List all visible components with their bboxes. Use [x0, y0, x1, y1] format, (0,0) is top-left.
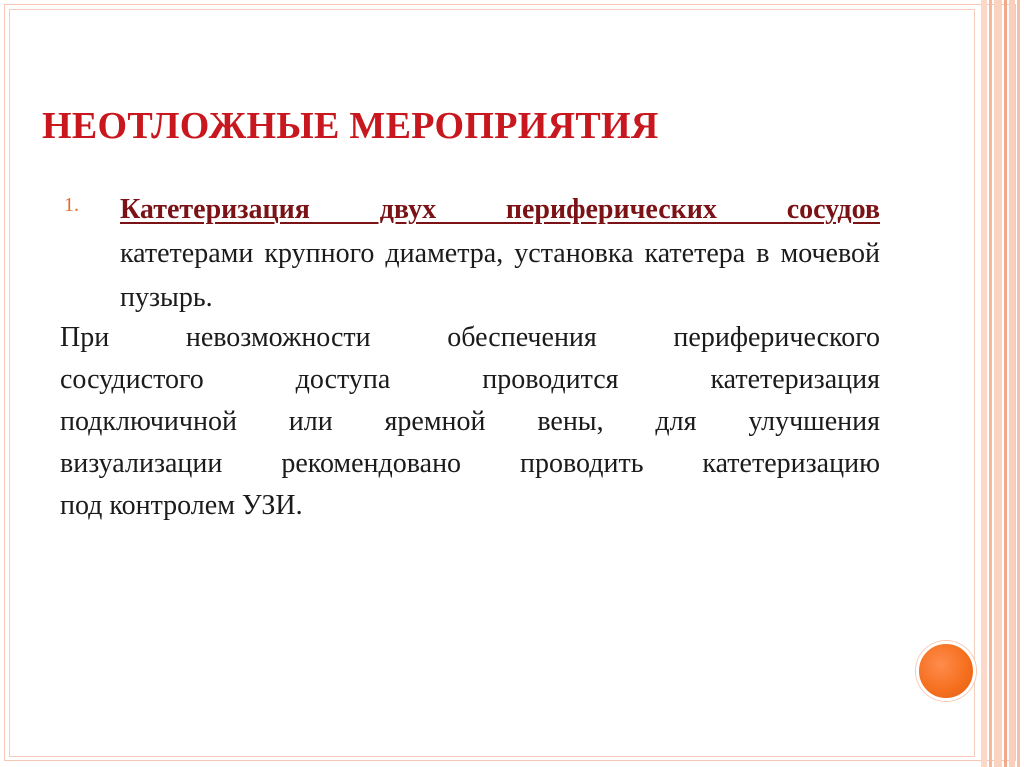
paragraph-line: подключичной или яремной вены, для улучшения [60, 406, 880, 437]
decorative-stripe [1004, 0, 1007, 767]
decorative-stripe [1017, 0, 1020, 767]
paragraph-line: под контролем УЗИ. [60, 490, 303, 521]
decorative-stripe [1009, 0, 1015, 767]
list-item-rest: катетерами крупного диаметра, установка катетера в мочевой пузырь. [120, 238, 880, 313]
body-paragraph [60, 317, 880, 527]
decorative-stripe [981, 0, 987, 767]
decorative-stripe [994, 0, 1002, 767]
list-item-highlight: Катетеризация двух периферических сосудов [120, 194, 880, 225]
decorative-circle-icon [916, 641, 976, 701]
paragraph-line: сосудистого доступа проводится катетеризация [60, 364, 880, 395]
paragraph-line: визуализации рекомендовано проводить катетеризацию [60, 448, 880, 479]
list-marker: 1. [64, 194, 79, 216]
list-item-text [120, 188, 880, 320]
paragraph-line: При невозможности обеспечения периферического [60, 322, 880, 353]
slide-title: НЕОТЛОЖНЫЕ МЕРОПРИЯТИЯ [42, 105, 659, 147]
decorative-stripe [989, 0, 992, 767]
